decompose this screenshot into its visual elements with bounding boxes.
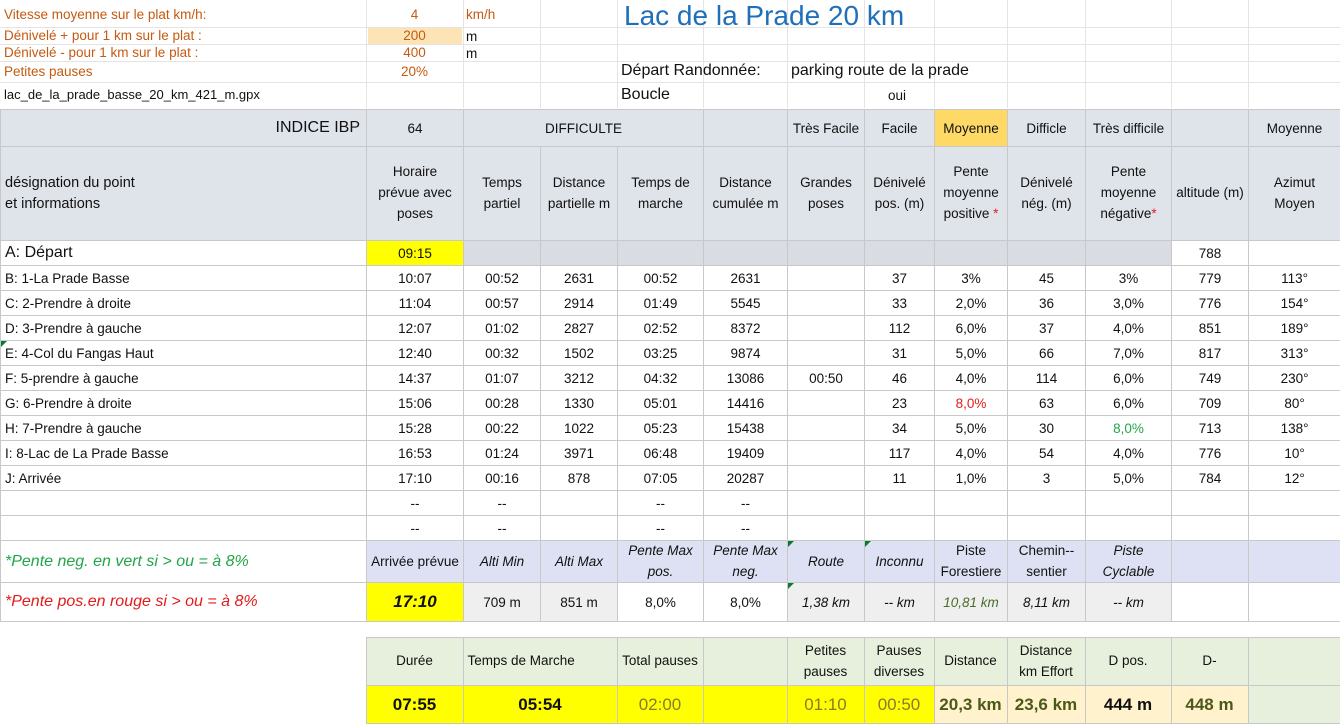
empty-cell: [541, 241, 618, 266]
dplus-value[interactable]: 200: [403, 28, 426, 43]
waypoint-dpos: 37: [865, 266, 935, 291]
pos-slope-note: *Pente pos.en rouge si > ou = à 8%: [1, 583, 367, 622]
waypoint-dpos: 46: [865, 366, 935, 391]
col-temps-partiel: Temps partiel: [464, 147, 541, 241]
col-altitude: altitude (m): [1172, 147, 1249, 241]
depart-label: Départ Randonnée:: [621, 62, 761, 79]
waypoint-alt: 784: [1172, 466, 1249, 491]
empty-cell: [788, 491, 865, 516]
table-row-empty[interactable]: [1, 491, 1340, 516]
waypoint-az: 154°: [1249, 291, 1340, 316]
waypoint-pneg: 6,0%: [1086, 366, 1172, 391]
empty-cell: [865, 491, 935, 516]
column-header-row: [1, 147, 1340, 241]
waypoint-alt: 776: [1172, 291, 1249, 316]
legend-label-row: [1, 541, 1340, 583]
empty-cell: [541, 516, 618, 541]
waypoint-dneg: 54: [1008, 441, 1086, 466]
waypoint-partial: 00:32: [464, 341, 541, 366]
waypoint-pose: [788, 316, 865, 341]
dminus-value: 448 m: [1171, 686, 1248, 724]
empty-cell: [541, 491, 618, 516]
waypoint-az: 138°: [1249, 416, 1340, 441]
petites-pauses-value: 01:10: [787, 686, 864, 724]
grid-line: [934, 0, 935, 108]
waypoint-ppos: 2,0%: [935, 291, 1008, 316]
summary-table: [0, 637, 1340, 724]
level-tres-difficile: Très difficile: [1086, 110, 1172, 147]
gpx-file-name: lac_de_la_prade_basse_20_km_421_m.gpx: [4, 88, 260, 102]
distance-effort-value: 23,6 km: [1007, 686, 1085, 724]
waypoint-dist: 3212: [541, 366, 618, 391]
waypoint-time: 11:04: [367, 291, 464, 316]
red-star-marker: *: [993, 205, 999, 221]
waypoint-dpos: 33: [865, 291, 935, 316]
empty-cell: [1008, 241, 1086, 266]
level-facile: Facile: [865, 110, 935, 147]
waypoint-cum: 8372: [704, 316, 788, 341]
empty-cell: [935, 516, 1008, 541]
col-distance-cumulee: Distance cumulée m: [704, 147, 788, 241]
col-designation-line1: désignation du point: [5, 175, 135, 192]
waypoint-dneg: 30: [1008, 416, 1086, 441]
pente-max-pos-label: Pente Max pos.: [618, 541, 704, 583]
grid-line: [617, 0, 618, 108]
dminus-value[interactable]: 400: [403, 45, 426, 60]
empty-cell: [1086, 516, 1172, 541]
level-moyenne-right: Moyenne: [1249, 110, 1340, 147]
empty-cell: [788, 241, 865, 266]
waypoint-pneg: 5,0%: [1086, 466, 1172, 491]
route-table: [0, 109, 1340, 622]
piste-cyclable-label: Piste Cyclable: [1086, 541, 1172, 583]
col-horaire: Horaire prévue avec poses: [367, 147, 464, 241]
waypoint-pose: [788, 416, 865, 441]
empty-cell: [1, 516, 367, 541]
alti-max-value: 851 m: [541, 583, 618, 622]
summary-label-row: [0, 638, 1340, 686]
col-pente-neg: [1086, 147, 1172, 241]
waypoint-az: 10°: [1249, 441, 1340, 466]
waypoint-time: 17:10: [367, 466, 464, 491]
waypoint-time: 12:07: [367, 316, 464, 341]
boucle-value[interactable]: oui: [888, 88, 907, 103]
chemin-value: 8,11 km: [1008, 583, 1086, 622]
waypoint-dist: 1022: [541, 416, 618, 441]
legend-value-row: [1, 583, 1340, 622]
dpos-label: D pos.: [1085, 638, 1171, 686]
waypoint-pneg: 6,0%: [1086, 391, 1172, 416]
waypoint-ppos: 4,0%: [935, 366, 1008, 391]
waypoint-az: 230°: [1249, 366, 1340, 391]
waypoint-partial: 01:07: [464, 366, 541, 391]
waypoint-name: H: 7-Prendre à gauche: [1, 416, 367, 441]
ibp-label: INDICE IBP: [1, 110, 367, 147]
waypoint-pose: [788, 466, 865, 491]
alti-min-value: 709 m: [464, 583, 541, 622]
col-pente-pos: [935, 147, 1008, 241]
waypoint-dist: 1502: [541, 341, 618, 366]
empty-cell: [1172, 491, 1249, 516]
waypoint-dneg: 66: [1008, 341, 1086, 366]
waypoint-time: 16:53: [367, 441, 464, 466]
waypoint-dist: 2631: [541, 266, 618, 291]
red-star-marker: *: [1151, 205, 1157, 221]
waypoint-walk: 07:05: [618, 466, 704, 491]
route-label: [788, 541, 865, 583]
empty-cell: [0, 686, 366, 724]
empty-cell: [1, 491, 367, 516]
pauses-diverses-value: 00:50: [864, 686, 934, 724]
waypoint-cum: 13086: [704, 366, 788, 391]
waypoint-pose: [788, 441, 865, 466]
empty-cell: [1249, 541, 1340, 583]
table-row[interactable]: [1, 416, 1340, 441]
waypoint-time: 15:06: [367, 391, 464, 416]
start-time[interactable]: 09:15: [367, 241, 464, 266]
inconnu-label: [865, 541, 935, 583]
waypoint-cum: 15438: [704, 416, 788, 441]
table-row[interactable]: [1, 291, 1340, 316]
empty-cell: [1086, 491, 1172, 516]
depart-value[interactable]: parking route de la prade: [791, 62, 969, 79]
grid-line: [0, 44, 1340, 45]
pause-value[interactable]: 20%: [400, 64, 429, 79]
pause-label: Petites pauses: [4, 64, 93, 79]
dminus-unit: m: [466, 46, 478, 61]
dash-cell: --: [618, 516, 704, 541]
pente-max-pos-value: 8,0%: [618, 583, 704, 622]
dplus-unit: m: [466, 29, 478, 44]
waypoint-alt: 779: [1172, 266, 1249, 291]
route-label-text: Route: [808, 554, 845, 569]
speed-value[interactable]: 4: [410, 7, 419, 22]
waypoint-dneg: 36: [1008, 291, 1086, 316]
waypoint-dist: 3971: [541, 441, 618, 466]
table-row[interactable]: [1, 391, 1340, 416]
dash-cell: --: [367, 491, 464, 516]
empty-cell: [464, 241, 541, 266]
waypoint-pose: 00:50: [788, 366, 865, 391]
dminus-label: Dénivelé - pour 1 km sur le plat :: [4, 45, 199, 60]
empty-cell: [0, 638, 366, 686]
summary-value-row: [0, 686, 1340, 724]
difficulty-blank: [1172, 110, 1249, 147]
waypoint-pose: [788, 391, 865, 416]
col-azimut: Azimut Moyen: [1249, 147, 1340, 241]
empty-cell: [788, 516, 865, 541]
pente-max-neg-label: Pente Max neg.: [704, 541, 788, 583]
temps-marche-label: Temps de Marche: [463, 638, 617, 686]
waypoint-pose: [788, 291, 865, 316]
waypoint-alt: 817: [1172, 341, 1249, 366]
waypoint-name: I: 8-Lac de La Prade Basse: [1, 441, 367, 466]
total-pauses-value: 02:00: [617, 686, 703, 724]
comment-marker-icon: [788, 583, 794, 589]
waypoint-dneg: 114: [1008, 366, 1086, 391]
empty-cell: [1248, 638, 1340, 686]
pente-max-neg-value: 8,0%: [704, 583, 788, 622]
waypoint-name: C: 2-Prendre à droite: [1, 291, 367, 316]
waypoint-name: G: 6-Prendre à droite: [1, 391, 367, 416]
waypoint-dneg: 3: [1008, 466, 1086, 491]
waypoint-partial: 00:52: [464, 266, 541, 291]
waypoint-pneg: 8,0%: [1086, 416, 1172, 441]
waypoint-dneg: 63: [1008, 391, 1086, 416]
waypoint-ppos: 8,0%: [935, 391, 1008, 416]
pauses-diverses-label: Pauses diverses: [864, 638, 934, 686]
col-pente-neg-label: Pente moyenne négative: [1100, 164, 1157, 221]
waypoint-az: 12°: [1249, 466, 1340, 491]
waypoint-walk: 02:52: [618, 316, 704, 341]
waypoint-alt: 851: [1172, 316, 1249, 341]
grid-line: [1171, 0, 1172, 108]
start-name: A: Départ: [1, 241, 367, 266]
waypoint-cum: 19409: [704, 441, 788, 466]
table-row[interactable]: [1, 466, 1340, 491]
empty-cell: [1249, 583, 1340, 622]
dminus-label: D-: [1171, 638, 1248, 686]
empty-cell: [1008, 516, 1086, 541]
difficulty-label: DIFFICULTE: [464, 110, 704, 147]
waypoint-ppos: 1,0%: [935, 466, 1008, 491]
waypoint-ppos: 4,0%: [935, 441, 1008, 466]
route-value: [788, 583, 865, 622]
ibp-value: 64: [367, 110, 464, 147]
distance-effort-label: Distance km Effort: [1007, 638, 1085, 686]
waypoint-pneg: 4,0%: [1086, 316, 1172, 341]
level-tres-facile: Très Facile: [788, 110, 865, 147]
waypoint-dpos: 117: [865, 441, 935, 466]
waypoint-walk: 00:52: [618, 266, 704, 291]
empty-cell: [1086, 241, 1172, 266]
arrivee-label: Arrivée prévue: [367, 541, 464, 583]
waypoint-dpos: 112: [865, 316, 935, 341]
empty-cell: [865, 241, 935, 266]
waypoint-ppos: 6,0%: [935, 316, 1008, 341]
waypoint-time: 15:28: [367, 416, 464, 441]
waypoint-alt: 776: [1172, 441, 1249, 466]
waypoint-name: D: 3-Prendre à gauche: [1, 316, 367, 341]
col-designation: [1, 147, 367, 241]
empty-cell: [703, 638, 787, 686]
total-pauses-label: Total pauses: [617, 638, 703, 686]
empty-cell: [703, 686, 787, 724]
empty-cell: [1249, 241, 1340, 266]
waypoint-ppos: 3%: [935, 266, 1008, 291]
waypoint-dpos: 34: [865, 416, 935, 441]
waypoint-dpos: 11: [865, 466, 935, 491]
grid-line: [1007, 0, 1008, 108]
dpos-value: 444 m: [1085, 686, 1171, 724]
waypoint-name-text: E: 4-Col du Fangas Haut: [5, 345, 154, 361]
level-difficile: Difficle: [1008, 110, 1086, 147]
empty-cell: [1172, 541, 1249, 583]
chemin-label: Chemin--sentier: [1008, 541, 1086, 583]
waypoint-walk: 05:01: [618, 391, 704, 416]
dash-cell: --: [618, 491, 704, 516]
comment-marker-icon: [865, 541, 871, 547]
petites-pauses-label: Petites pauses: [787, 638, 864, 686]
speed-label: Vitesse moyenne sur le plat km/h:: [4, 7, 207, 22]
dash-cell: --: [464, 516, 541, 541]
waypoint-name: F: 5-prendre à gauche: [1, 366, 367, 391]
grid-line: [540, 0, 541, 108]
waypoint-pneg: 4,0%: [1086, 441, 1172, 466]
waypoint-cum: 2631: [704, 266, 788, 291]
boucle-label: Boucle: [621, 86, 670, 103]
col-denivele-neg: Dénivelé nég. (m): [1008, 147, 1086, 241]
grid-line: [0, 82, 1340, 83]
empty-cell: [935, 241, 1008, 266]
page-title: Lac de la Prade 20 km: [624, 0, 905, 31]
waypoint-time: 14:37: [367, 366, 464, 391]
table-row[interactable]: [1, 341, 1340, 366]
table-row[interactable]: [1, 316, 1340, 341]
difficulty-blank: [704, 110, 788, 147]
waypoint-pneg: 7,0%: [1086, 341, 1172, 366]
inconnu-value: -- km: [865, 583, 935, 622]
empty-cell: [1172, 516, 1249, 541]
waypoint-alt: 713: [1172, 416, 1249, 441]
waypoint-partial: 00:22: [464, 416, 541, 441]
empty-cell: [1249, 516, 1340, 541]
route-value-text: 1,38 km: [802, 594, 851, 610]
waypoint-dist: 2827: [541, 316, 618, 341]
table-row[interactable]: [1, 266, 1340, 291]
waypoint-name: [1, 341, 367, 366]
dash-cell: --: [367, 516, 464, 541]
empty-cell: [935, 491, 1008, 516]
empty-cell: [865, 516, 935, 541]
waypoint-pose: [788, 266, 865, 291]
difficulty-header-row: [1, 110, 1340, 147]
waypoint-az: 313°: [1249, 341, 1340, 366]
temps-marche-value: 05:54: [463, 686, 617, 724]
waypoint-dist: 1330: [541, 391, 618, 416]
piste-forestiere-label: Piste Forestiere: [935, 541, 1008, 583]
waypoint-partial: 01:02: [464, 316, 541, 341]
waypoint-walk: 06:48: [618, 441, 704, 466]
table-row[interactable]: [1, 441, 1340, 466]
waypoint-ppos: 5,0%: [935, 341, 1008, 366]
distance-value: 20,3 km: [934, 686, 1007, 724]
grid-line: [463, 0, 464, 108]
start-altitude: 788: [1172, 241, 1249, 266]
piste-cyclable-value: -- km: [1086, 583, 1172, 622]
waypoint-cum: 14416: [704, 391, 788, 416]
empty-cell: [1008, 491, 1086, 516]
empty-cell: [704, 241, 788, 266]
waypoint-alt: 749: [1172, 366, 1249, 391]
table-row[interactable]: [1, 366, 1340, 391]
waypoint-name: J: Arrivée: [1, 466, 367, 491]
col-denivele-pos: Dénivelé pos. (m): [865, 147, 935, 241]
waypoint-ppos: 5,0%: [935, 416, 1008, 441]
waypoint-dist: 2914: [541, 291, 618, 316]
waypoint-walk: 05:23: [618, 416, 704, 441]
col-grandes-poses: Grandes poses: [788, 147, 865, 241]
col-designation-line2: et informations: [5, 195, 101, 212]
waypoint-alt: 709: [1172, 391, 1249, 416]
dash-cell: --: [464, 491, 541, 516]
waypoint-pneg: 3,0%: [1086, 291, 1172, 316]
empty-cell: [1248, 686, 1340, 724]
waypoint-time: 12:40: [367, 341, 464, 366]
waypoint-cum: 9874: [704, 341, 788, 366]
waypoint-dneg: 37: [1008, 316, 1086, 341]
waypoint-partial: 00:57: [464, 291, 541, 316]
waypoint-walk: 04:32: [618, 366, 704, 391]
arrivee-value: 17:10: [367, 583, 464, 622]
waypoint-dneg: 45: [1008, 266, 1086, 291]
table-row-empty[interactable]: [1, 516, 1340, 541]
empty-cell: [618, 241, 704, 266]
table-row-start[interactable]: [1, 241, 1340, 266]
waypoint-cum: 5545: [704, 291, 788, 316]
waypoint-az: 189°: [1249, 316, 1340, 341]
level-moyenne: Moyenne: [935, 110, 1008, 147]
dplus-label: Dénivelé + pour 1 km sur le plat :: [4, 28, 202, 43]
waypoint-walk: 01:49: [618, 291, 704, 316]
comment-marker-icon: [1, 341, 7, 347]
alti-min-label: Alti Min: [464, 541, 541, 583]
dash-cell: --: [704, 516, 788, 541]
waypoint-az: 80°: [1249, 391, 1340, 416]
empty-cell: [1249, 491, 1340, 516]
waypoint-pose: [788, 341, 865, 366]
waypoint-pneg: 3%: [1086, 266, 1172, 291]
waypoint-dist: 878: [541, 466, 618, 491]
duree-value: 07:55: [366, 686, 463, 724]
duree-label: Durée: [366, 638, 463, 686]
grid-line: [1085, 0, 1086, 108]
waypoint-name: B: 1-La Prade Basse: [1, 266, 367, 291]
waypoint-partial: 00:28: [464, 391, 541, 416]
waypoint-partial: 01:24: [464, 441, 541, 466]
waypoint-az: 113°: [1249, 266, 1340, 291]
col-pente-pos-label: Pente moyenne positive: [943, 164, 999, 221]
distance-label: Distance: [934, 638, 1007, 686]
waypoint-cum: 20287: [704, 466, 788, 491]
piste-forestiere-value: 10,81 km: [935, 583, 1008, 622]
waypoint-dpos: 31: [865, 341, 935, 366]
waypoint-partial: 00:16: [464, 466, 541, 491]
col-temps-marche: Temps de marche: [618, 147, 704, 241]
comment-marker-icon: [788, 541, 794, 547]
empty-cell: [1172, 583, 1249, 622]
speed-unit: km/h: [466, 7, 496, 22]
col-distance-partielle: Distance partielle m: [541, 147, 618, 241]
waypoint-time: 10:07: [367, 266, 464, 291]
alti-max-label: Alti Max: [541, 541, 618, 583]
waypoint-walk: 03:25: [618, 341, 704, 366]
grid-line: [1248, 0, 1249, 108]
inconnu-label-text: Inconnu: [875, 554, 924, 569]
waypoint-dpos: 23: [865, 391, 935, 416]
neg-slope-note: *Pente neg. en vert si > ou = à 8%: [1, 541, 367, 583]
dash-cell: --: [704, 491, 788, 516]
